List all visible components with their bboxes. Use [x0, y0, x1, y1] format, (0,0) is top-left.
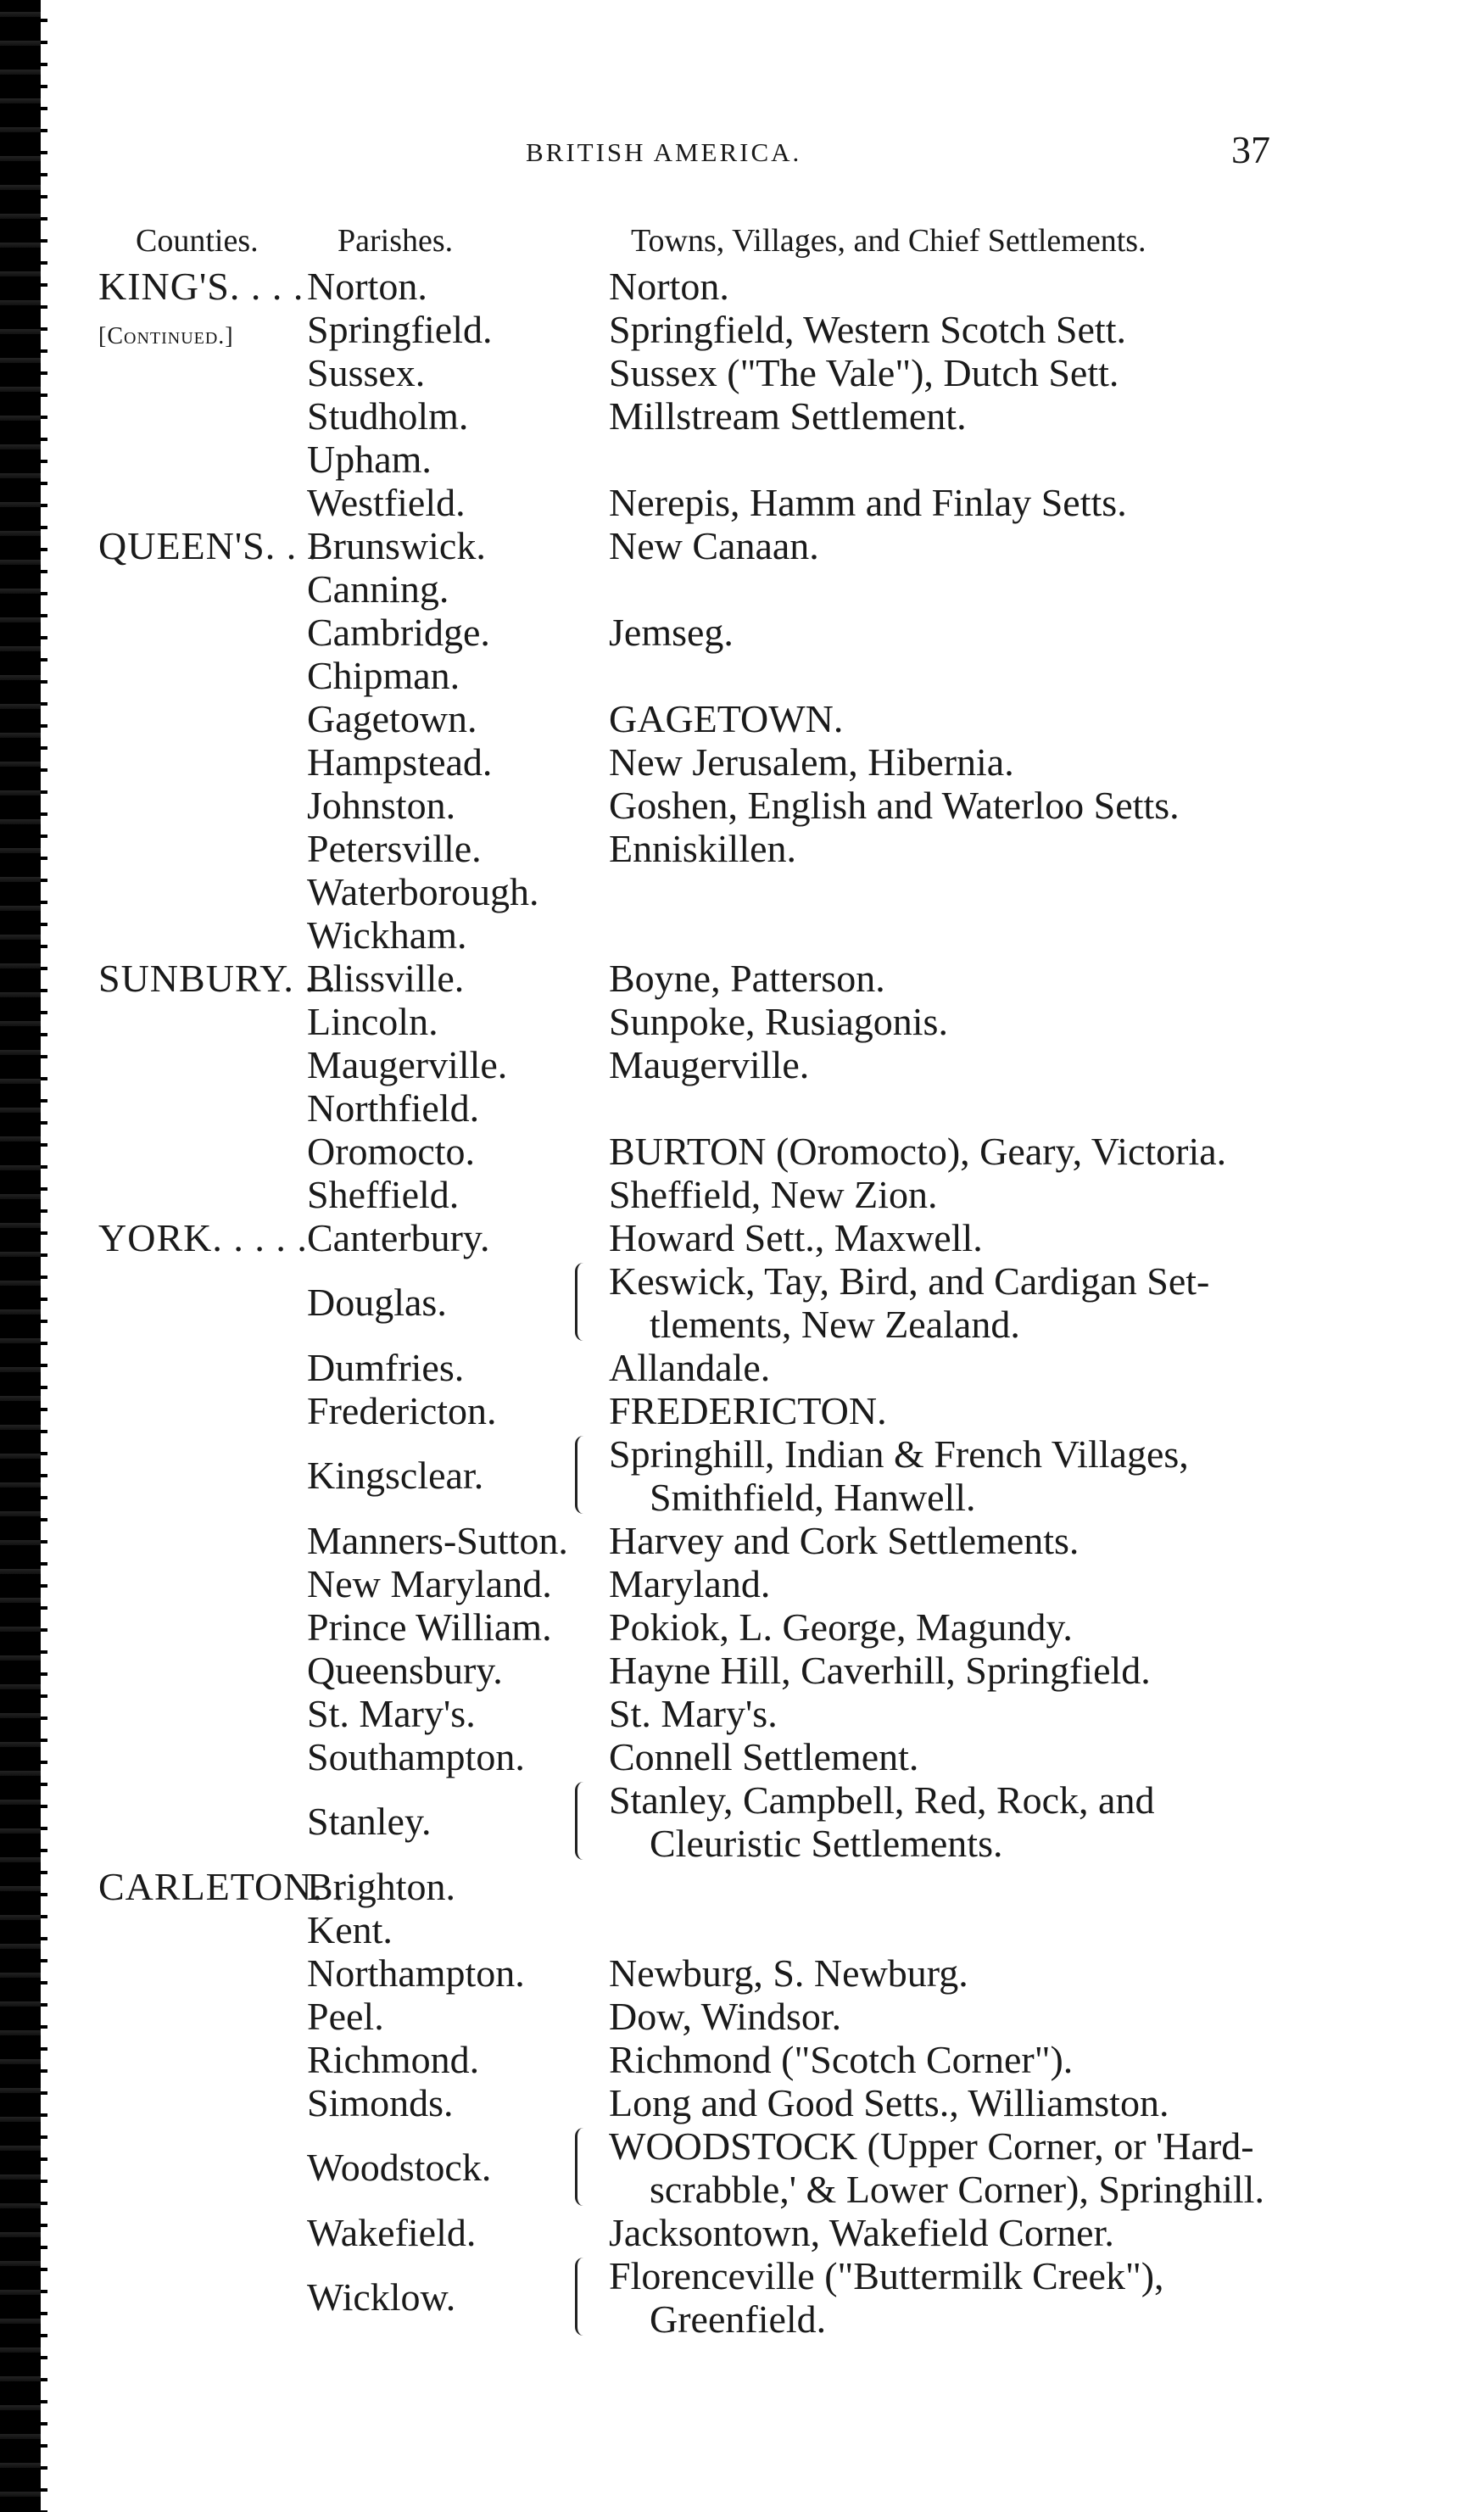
parish-cell: Dumfries. [307, 1346, 465, 1389]
parish-cell: Simonds. [307, 2081, 454, 2124]
settlements-cell: Hayne Hill, Caverhill, Springfield. [609, 1649, 1151, 1692]
table-row [0, 611, 1484, 654]
parish-cell: Lincoln. [307, 1000, 438, 1043]
settlements-cell: Maugerville. [609, 1043, 810, 1086]
table-row [0, 1951, 1484, 1995]
table-row [0, 1389, 1484, 1432]
parish-cell: Prince William. [307, 1605, 552, 1649]
settlements-continuation: scrabble,' & Lower Corner), Springhill. [650, 2168, 1264, 2211]
settlements-cell: Long and Good Setts., Williamston. [609, 2081, 1169, 2124]
parish-cell: Sheffield. [307, 1173, 460, 1216]
parish-cell: Douglas. [307, 1281, 447, 1324]
parish-cell: Fredericton. [307, 1389, 497, 1432]
table-row [0, 1519, 1484, 1562]
settlements-line: Florenceville ("Buttermilk Creek"), [609, 2254, 1164, 2297]
parish-cell: Oromocto. [307, 1130, 476, 1173]
table-row [0, 784, 1484, 827]
parish-cell: Brunswick. [307, 524, 486, 567]
parish-cell: St. Mary's. [307, 1692, 476, 1735]
table-row [0, 1086, 1484, 1130]
settlements-cell: Jacksontown, Wakefield Corner. [609, 2211, 1114, 2254]
table-row [0, 1000, 1484, 1043]
table-row [0, 913, 1484, 957]
parish-cell: Maugerville. [307, 1043, 508, 1086]
parish-cell: Brighton. [307, 1865, 456, 1908]
table-row [0, 1562, 1484, 1605]
table-row [0, 2124, 1484, 2211]
parish-cell: Manners-Sutton. [307, 1519, 568, 1562]
table-row [0, 654, 1484, 697]
settlements-cell [609, 2124, 1264, 2211]
settlements-cell: Millstream Settlement. [609, 394, 967, 438]
table-row [0, 1432, 1484, 1519]
settlements-cell: Jemseg. [609, 611, 734, 654]
curly-brace [575, 2128, 589, 2206]
table-row [0, 1995, 1484, 2038]
settlements-cell: Maryland. [609, 1562, 771, 1605]
parish-cell: Westfield. [307, 481, 466, 524]
parish-cell: New Maryland. [307, 1562, 552, 1605]
table-row [0, 740, 1484, 784]
settlements-cell: Boyne, Patterson. [609, 957, 885, 1000]
parish-cell: Blissville. [307, 957, 465, 1000]
settlements-header: Towns, Villages, and Chief Settlements. [631, 223, 1146, 259]
settlements-cell [609, 2254, 1164, 2341]
table-row [0, 438, 1484, 481]
parish-cell: Chipman. [307, 654, 460, 697]
parish-cell: Springfield. [307, 308, 493, 351]
running-head [0, 127, 1484, 170]
table-row [0, 2211, 1484, 2254]
settlements-cell: St. Mary's. [609, 1692, 778, 1735]
settlements-cell: Pokiok, L. George, Magundy. [609, 1605, 1073, 1649]
table-row [0, 1649, 1484, 1692]
table-row [0, 1735, 1484, 1778]
settlements-cell [609, 1432, 1189, 1519]
settlements-line: WOODSTOCK (Upper Corner, or 'Hard- [609, 2124, 1254, 2168]
settlements-cell: Enniskillen. [609, 827, 797, 870]
table-row [0, 2081, 1484, 2124]
parish-cell: Richmond. [307, 2038, 480, 2081]
table-row [0, 1605, 1484, 1649]
settlements-continuation: Greenfield. [650, 2297, 827, 2341]
settlements-cell: New Canaan. [609, 524, 819, 567]
settlements-cell: Harvey and Cork Settlements. [609, 1519, 1080, 1562]
settlements-cell [609, 1259, 1209, 1346]
county-cell: SUNBURY. . . [98, 957, 337, 1000]
table-row [0, 697, 1484, 740]
settlements-continuation: Cleuristic Settlements. [650, 1822, 1003, 1865]
parish-cell: Northfield. [307, 1086, 480, 1130]
table-row [0, 1043, 1484, 1086]
settlements-line: Springhill, Indian & French Villages, [609, 1432, 1189, 1476]
table-row [0, 1778, 1484, 1865]
settlements-cell: New Jerusalem, Hibernia. [609, 740, 1014, 784]
table-row [0, 394, 1484, 438]
table-row [0, 308, 1484, 351]
county-cell: QUEEN'S. . . [98, 524, 319, 567]
settlements-cell: Dow, Windsor. [609, 1995, 842, 2038]
parishes-header: Parishes. [338, 223, 454, 259]
county-cell: CARLETON. . [98, 1865, 344, 1908]
settlements-cell: Howard Sett., Maxwell. [609, 1216, 983, 1259]
parish-cell: Sussex. [307, 351, 426, 394]
settlements-continuation: tlements, New Zealand. [650, 1303, 1020, 1346]
counties-header: Counties. [136, 223, 259, 259]
table-row [0, 1346, 1484, 1389]
parish-cell: Johnston. [307, 784, 456, 827]
parish-cell: Petersville. [307, 827, 482, 870]
parish-cell: Norton. [307, 265, 427, 308]
table-row [0, 1259, 1484, 1346]
column-headers [0, 222, 1484, 263]
table-row [0, 2038, 1484, 2081]
parish-cell: Northampton. [307, 1951, 525, 1995]
parish-cell: Canterbury. [307, 1216, 490, 1259]
settlements-cell: Richmond ("Scotch Corner"). [609, 2038, 1074, 2081]
settlements-cell: Norton. [609, 265, 729, 308]
parish-cell: Southampton. [307, 1735, 525, 1778]
settlements-cell: Sussex ("The Vale"), Dutch Sett. [609, 351, 1119, 394]
table-row [0, 827, 1484, 870]
running-head-title: BRITISH AMERICA. [526, 137, 802, 167]
parish-cell: Wakefield. [307, 2211, 477, 2254]
settlements-cell: BURTON (Oromocto), Geary, Victoria. [609, 1130, 1227, 1173]
table-row [0, 567, 1484, 611]
parish-cell: Queensbury. [307, 1649, 503, 1692]
settlements-cell: Connell Settlement. [609, 1735, 919, 1778]
table-row [0, 870, 1484, 913]
curly-brace [575, 1782, 589, 1860]
parish-cell: Upham. [307, 438, 432, 481]
settlements-continuation: Smithfield, Hanwell. [650, 1476, 976, 1519]
parish-cell: Kingsclear. [307, 1454, 484, 1497]
settlements-cell: Allandale. [609, 1346, 771, 1389]
table-row [0, 1692, 1484, 1735]
settlements-cell: Sheffield, New Zion. [609, 1173, 938, 1216]
table-row [0, 524, 1484, 567]
settlements-line: Keswick, Tay, Bird, and Cardigan Set- [609, 1259, 1210, 1303]
parish-cell: Hampstead. [307, 740, 493, 784]
parish-cell: Stanley. [307, 1800, 432, 1843]
table-row [0, 957, 1484, 1000]
settlements-cell: Goshen, English and Waterloo Setts. [609, 784, 1180, 827]
settlements-cell: Springfield, Western Scotch Sett. [609, 308, 1126, 351]
table-row [0, 1908, 1484, 1951]
curly-brace [575, 1263, 589, 1341]
settlements-cell: Sunpoke, Rusiagonis. [609, 1000, 948, 1043]
parish-cell: Kent. [307, 1908, 393, 1951]
parish-cell: Waterborough. [307, 870, 539, 913]
parish-cell: Cambridge. [307, 611, 490, 654]
parish-cell: Studholm. [307, 394, 469, 438]
table-row [0, 481, 1484, 524]
settlements-line: Stanley, Campbell, Red, Rock, and [609, 1778, 1155, 1822]
county-cell: KING'S. . . . [98, 265, 304, 308]
settlements-cell [609, 1778, 1154, 1865]
county-cell: [Continued.] [98, 323, 234, 349]
curly-brace [575, 1436, 589, 1514]
parish-cell: Wickham. [307, 913, 467, 957]
parish-cell: Wicklow. [307, 2275, 456, 2319]
settlements-cell: Newburg, S. Newburg. [609, 1951, 968, 1995]
parish-cell: Peel. [307, 1995, 384, 2038]
table-row [0, 2254, 1484, 2341]
parish-cell: Woodstock. [307, 2146, 492, 2189]
table-row [0, 1173, 1484, 1216]
table-row [0, 265, 1484, 308]
settlements-cell: GAGETOWN. [609, 697, 844, 740]
page-number: 37 [1231, 128, 1270, 171]
table-row [0, 351, 1484, 394]
settlements-cell: FREDERICTON. [609, 1389, 887, 1432]
table-row [0, 1216, 1484, 1259]
parish-cell: Canning. [307, 567, 449, 611]
table-row [0, 1130, 1484, 1173]
parish-table [0, 265, 1484, 2341]
parish-cell: Gagetown. [307, 697, 477, 740]
curly-brace [575, 2258, 589, 2336]
settlements-cell: Nerepis, Hamm and Finlay Setts. [609, 481, 1127, 524]
table-row [0, 1865, 1484, 1908]
county-cell: YORK. . . . . [98, 1216, 308, 1259]
